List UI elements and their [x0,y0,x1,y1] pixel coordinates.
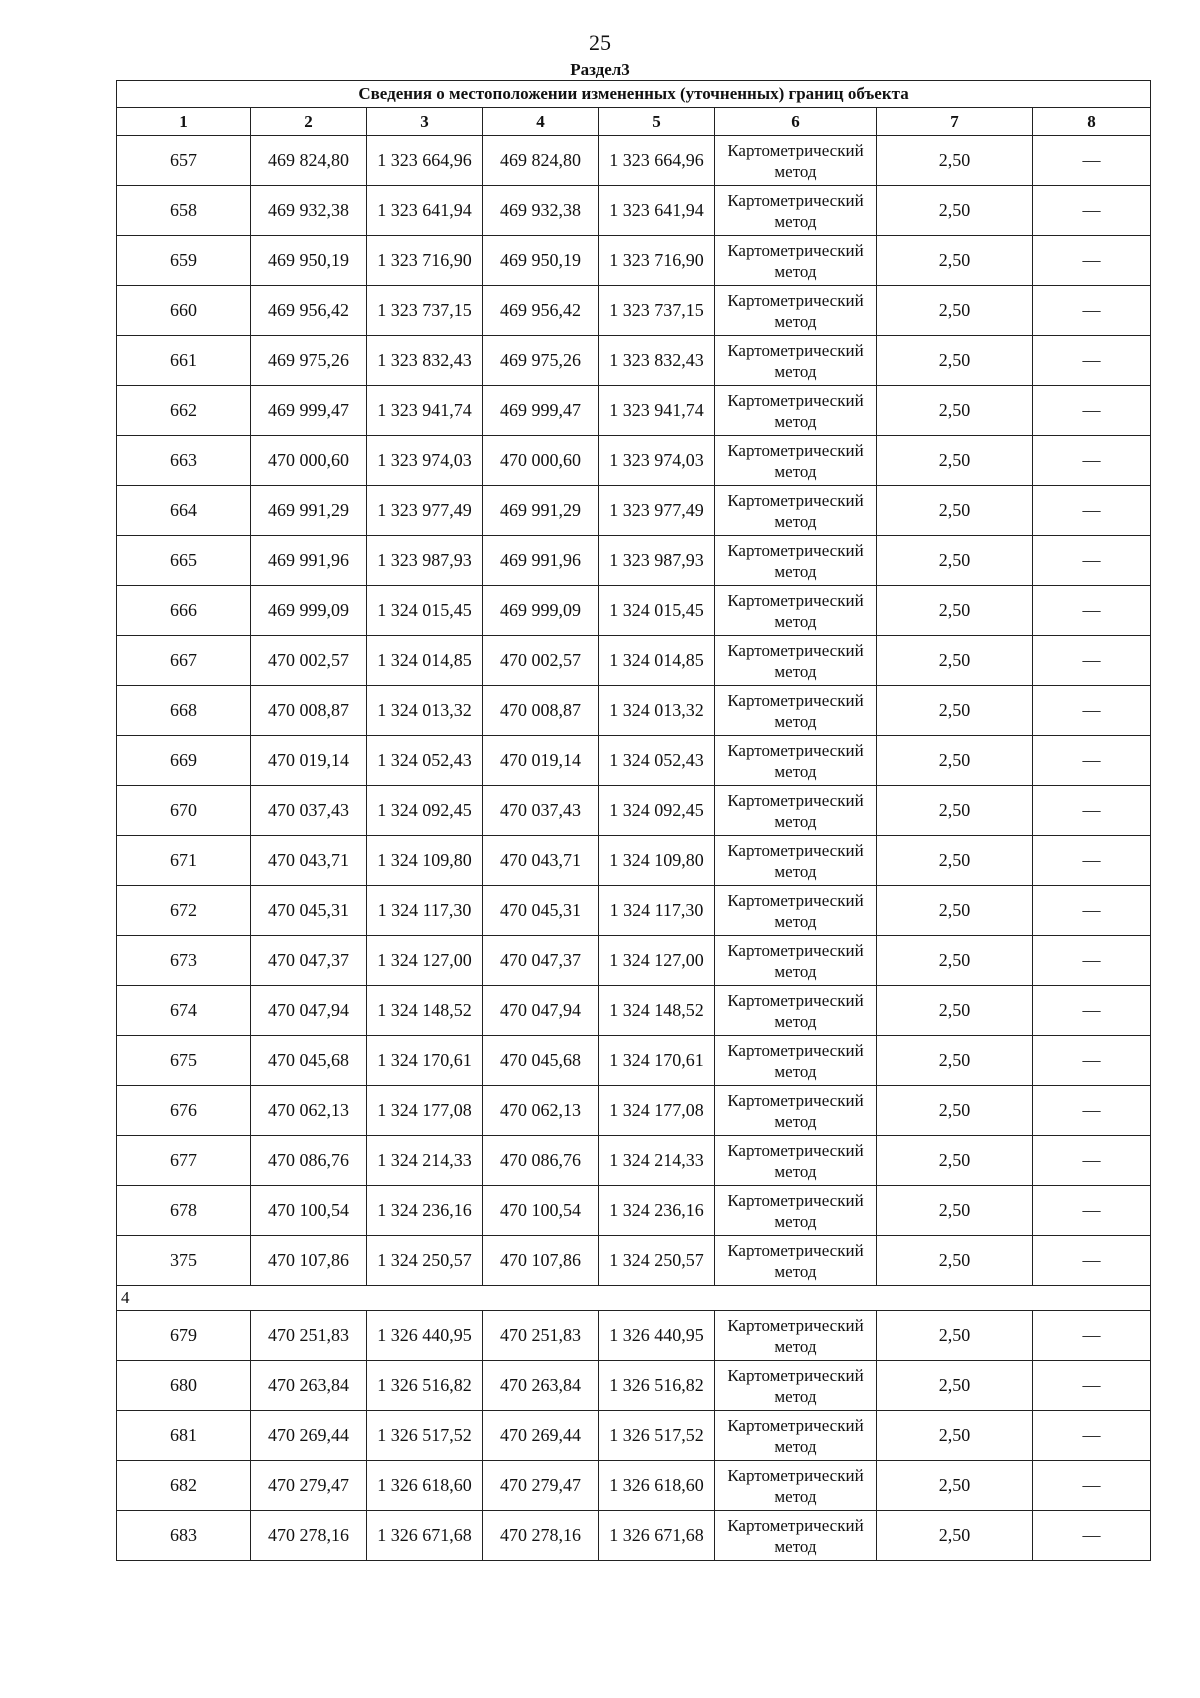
table-cell: 666 [117,586,251,636]
table-cell: 470 278,16 [483,1511,599,1561]
table-cell: 1 323 664,96 [599,136,715,186]
table-cell: 680 [117,1361,251,1411]
table-cell: Картометрический метод [715,886,877,936]
table-cell: 673 [117,936,251,986]
table-cell: 470 107,86 [483,1236,599,1286]
table-cell: 1 324 127,00 [367,936,483,986]
table-cell: 470 043,71 [483,836,599,886]
table-row [117,1136,1151,1186]
table-row [117,1311,1151,1361]
table-cell: 675 [117,1036,251,1086]
table-row [117,586,1151,636]
table-cell: 1 326 440,95 [367,1311,483,1361]
table-cell: 470 047,94 [251,986,367,1036]
table-cell: — [1033,336,1151,386]
table-cell: — [1033,236,1151,286]
table-row [117,336,1151,386]
table-cell: 1 323 737,15 [599,286,715,336]
table-cell: 1 324 109,80 [367,836,483,886]
table-cell: 470 045,68 [251,1036,367,1086]
table-cell: 1 323 987,93 [367,536,483,586]
table-row [117,836,1151,886]
table-row [117,736,1151,786]
table-cell: — [1033,786,1151,836]
table-cell: 1 323 737,15 [367,286,483,336]
column-header: 6 [715,108,877,136]
table-cell: 2,50 [877,1186,1033,1236]
boundary-coordinates-table [116,80,1151,1561]
table-cell: 2,50 [877,586,1033,636]
table-cell: 663 [117,436,251,486]
table-cell: Картометрический метод [715,236,877,286]
table-cell: 470 002,57 [251,636,367,686]
table-cell: 1 323 977,49 [599,486,715,536]
table-cell: 682 [117,1461,251,1511]
table-row [117,1511,1151,1561]
table-cell: 1 324 052,43 [367,736,483,786]
table-cell: 469 999,47 [251,386,367,436]
table-cell: Картометрический метод [715,536,877,586]
table-cell: 470 000,60 [483,436,599,486]
table-cell: 1 324 236,16 [599,1186,715,1236]
table-cell: 470 008,87 [483,686,599,736]
table-caption: Сведения о местоположении измененных (уточненных) границ объекта [117,81,1151,108]
group-row [117,1286,1151,1311]
table-cell: 470 045,31 [251,886,367,936]
table-cell: 1 324 014,85 [599,636,715,686]
table-cell: 672 [117,886,251,936]
table-cell: 1 326 516,82 [599,1361,715,1411]
table-cell: 1 324 177,08 [367,1086,483,1136]
table-cell: 1 324 250,57 [599,1236,715,1286]
table-cell: 657 [117,136,251,186]
table-cell: 470 045,31 [483,886,599,936]
table-cell: Картометрический метод [715,136,877,186]
table-cell: — [1033,586,1151,636]
table-row [117,236,1151,286]
table-cell: Картометрический метод [715,186,877,236]
table-cell: Картометрический метод [715,1136,877,1186]
table-row [117,1411,1151,1461]
table-cell: Картометрический метод [715,836,877,886]
table-cell: 469 975,26 [251,336,367,386]
table-cell: 661 [117,336,251,386]
table-cell: — [1033,1136,1151,1186]
column-header: 2 [251,108,367,136]
table-cell: — [1033,836,1151,886]
table-cell: 469 956,42 [251,286,367,336]
table-cell: 2,50 [877,1136,1033,1186]
column-header: 5 [599,108,715,136]
table-cell: 375 [117,1236,251,1286]
table-cell: Картометрический метод [715,1086,877,1136]
table-cell: 469 950,19 [483,236,599,286]
table-cell: 660 [117,286,251,336]
table-cell: 2,50 [877,236,1033,286]
table-cell: — [1033,1511,1151,1561]
table-cell: 1 326 618,60 [599,1461,715,1511]
table-cell: 683 [117,1511,251,1561]
table-cell: 470 263,84 [251,1361,367,1411]
table-cell: 470 043,71 [251,836,367,886]
table-cell: 668 [117,686,251,736]
table-cell: 470 047,94 [483,986,599,1036]
table-cell: 1 326 618,60 [367,1461,483,1511]
table-cell: — [1033,1186,1151,1236]
table-cell: 2,50 [877,486,1033,536]
table-cell: 1 323 941,74 [599,386,715,436]
column-header: 8 [1033,108,1151,136]
table-cell: 2,50 [877,286,1033,336]
column-header: 7 [877,108,1033,136]
table-cell: Картометрический метод [715,336,877,386]
table-cell: 658 [117,186,251,236]
table-cell: 470 045,68 [483,1036,599,1086]
table-cell: 469 991,29 [251,486,367,536]
table-cell: 676 [117,1086,251,1136]
table-cell: 2,50 [877,836,1033,886]
table-cell: 678 [117,1186,251,1236]
table-body [117,136,1151,1561]
table-cell: — [1033,736,1151,786]
table-row [117,386,1151,436]
table-row [117,186,1151,236]
table-row [117,1236,1151,1286]
table-row [117,786,1151,836]
table-cell: 1 324 236,16 [367,1186,483,1236]
table-cell: 1 324 109,80 [599,836,715,886]
table-cell: 1 324 170,61 [367,1036,483,1086]
section-title: Раздел3 [570,60,630,79]
table-cell: — [1033,286,1151,336]
table-cell: — [1033,686,1151,736]
column-header: 4 [483,108,599,136]
table-cell: — [1033,1236,1151,1286]
table-cell: Картометрический метод [715,1236,877,1286]
table-cell: 469 991,96 [483,536,599,586]
table-cell: Картометрический метод [715,586,877,636]
table-cell: 469 956,42 [483,286,599,336]
table-row [117,686,1151,736]
table-cell: 1 324 092,45 [367,786,483,836]
table-cell: — [1033,186,1151,236]
table-cell: 1 323 716,90 [367,236,483,286]
table-row [117,436,1151,486]
table-cell: — [1033,136,1151,186]
table-cell: 469 932,38 [483,186,599,236]
table-cell: — [1033,386,1151,436]
table-cell: 470 037,43 [251,786,367,836]
table-cell: 469 824,80 [251,136,367,186]
table-cell: 469 999,09 [251,586,367,636]
table-cell: 2,50 [877,686,1033,736]
table-cell: 667 [117,636,251,686]
table-cell: 1 323 641,94 [599,186,715,236]
table-cell: 470 269,44 [483,1411,599,1461]
table-cell: 470 062,13 [251,1086,367,1136]
table-cell: Картометрический метод [715,986,877,1036]
table-cell: 2,50 [877,386,1033,436]
table-cell: 469 950,19 [251,236,367,286]
table-cell: 2,50 [877,886,1033,936]
table-cell: 1 326 516,82 [367,1361,483,1411]
table-cell: 470 086,76 [483,1136,599,1186]
table-cell: 669 [117,736,251,786]
table-cell: 470 037,43 [483,786,599,836]
table-row [117,936,1151,986]
table-cell: 1 324 015,45 [367,586,483,636]
table-cell: 2,50 [877,1236,1033,1286]
table-cell: 470 086,76 [251,1136,367,1186]
table-cell: — [1033,1461,1151,1511]
table-cell: 469 824,80 [483,136,599,186]
table-cell: 2,50 [877,186,1033,236]
table-cell: — [1033,536,1151,586]
table-cell: 1 326 671,68 [599,1511,715,1561]
table-cell: 1 323 974,03 [367,436,483,486]
table-cell: 470 278,16 [251,1511,367,1561]
table-cell: 1 324 117,30 [367,886,483,936]
table-cell: 2,50 [877,1036,1033,1086]
table-cell: 1 326 440,95 [599,1311,715,1361]
table-cell: 2,50 [877,1411,1033,1461]
table-cell: — [1033,886,1151,936]
table-row [117,536,1151,586]
table-cell: 1 324 013,32 [599,686,715,736]
table-cell: Картометрический метод [715,1036,877,1086]
table-row [117,1361,1151,1411]
table-cell: 1 323 977,49 [367,486,483,536]
table-cell: 2,50 [877,436,1033,486]
table-cell: 2,50 [877,986,1033,1036]
table-cell: 469 991,96 [251,536,367,586]
table-cell: 470 107,86 [251,1236,367,1286]
table-caption-row [117,81,1151,108]
column-header: 3 [367,108,483,136]
table-cell: 469 999,09 [483,586,599,636]
table-cell: 1 324 013,32 [367,686,483,736]
table-cell: 1 324 127,00 [599,936,715,986]
table-row [117,286,1151,336]
group-label: 4 [117,1286,1151,1311]
table-cell: 1 324 117,30 [599,886,715,936]
table-cell: 1 324 014,85 [367,636,483,686]
table-cell: — [1033,436,1151,486]
table-cell: 470 000,60 [251,436,367,486]
table-cell: 1 323 664,96 [367,136,483,186]
table-cell: 2,50 [877,1311,1033,1361]
table-cell: 677 [117,1136,251,1186]
table-cell: — [1033,1086,1151,1136]
table-cell: 470 279,47 [251,1461,367,1511]
table-cell: 469 991,29 [483,486,599,536]
table-cell: 665 [117,536,251,586]
table-cell: Картометрический метод [715,1511,877,1561]
table-cell: 470 269,44 [251,1411,367,1461]
table-cell: — [1033,1361,1151,1411]
table-cell: 1 323 941,74 [367,386,483,436]
table-cell: 469 975,26 [483,336,599,386]
table-cell: 470 047,37 [251,936,367,986]
table-cell: Картометрический метод [715,286,877,336]
table-cell: 2,50 [877,136,1033,186]
table-cell: 469 999,47 [483,386,599,436]
table-cell: 681 [117,1411,251,1461]
table-cell: 470 251,83 [483,1311,599,1361]
table-cell: — [1033,936,1151,986]
table-row [117,886,1151,936]
table-cell: Картометрический метод [715,1461,877,1511]
table-cell: 1 323 987,93 [599,536,715,586]
table-cell: 470 100,54 [483,1186,599,1236]
table-row [117,136,1151,186]
table-cell: 1 324 148,52 [599,986,715,1036]
table-row [117,1461,1151,1511]
table-cell: 2,50 [877,1461,1033,1511]
table-cell: 470 251,83 [251,1311,367,1361]
table-cell: Картометрический метод [715,1361,877,1411]
table-cell: 1 326 517,52 [367,1411,483,1461]
table-cell: 671 [117,836,251,886]
table-cell: 662 [117,386,251,436]
table-cell: Картометрический метод [715,1311,877,1361]
table-cell: 470 062,13 [483,1086,599,1136]
table-cell: 664 [117,486,251,536]
table-cell: — [1033,986,1151,1036]
table-cell: 1 324 148,52 [367,986,483,1036]
table-cell: 1 324 052,43 [599,736,715,786]
table-cell: Картометрический метод [715,786,877,836]
column-header-row [117,108,1151,136]
page-number: 25 [589,30,611,55]
table-cell: 2,50 [877,336,1033,386]
table-cell: 1 326 517,52 [599,1411,715,1461]
table-cell: Картометрический метод [715,936,877,986]
table-cell: — [1033,486,1151,536]
table-cell: 470 019,14 [251,736,367,786]
table-cell: 2,50 [877,786,1033,836]
table-cell: 1 323 641,94 [367,186,483,236]
table-cell: Картометрический метод [715,1186,877,1236]
table-cell: 1 323 974,03 [599,436,715,486]
table-cell: 674 [117,986,251,1036]
table-cell: — [1033,1036,1151,1086]
table-cell: 1 323 832,43 [367,336,483,386]
table-cell: 1 324 177,08 [599,1086,715,1136]
table-cell: 679 [117,1311,251,1361]
table-cell: 1 324 214,33 [599,1136,715,1186]
table-cell: 659 [117,236,251,286]
table-cell: 470 002,57 [483,636,599,686]
table-cell: 2,50 [877,1361,1033,1411]
table-cell: 470 019,14 [483,736,599,786]
table-row [117,986,1151,1036]
table-cell: 2,50 [877,1086,1033,1136]
table-cell: 469 932,38 [251,186,367,236]
table-cell: 470 263,84 [483,1361,599,1411]
table-cell: Картометрический метод [715,736,877,786]
table-cell: 2,50 [877,1511,1033,1561]
column-header: 1 [117,108,251,136]
table-row [117,1036,1151,1086]
table-cell: — [1033,1411,1151,1461]
table-cell: 1 324 092,45 [599,786,715,836]
table-cell: 470 100,54 [251,1186,367,1236]
table-cell: 2,50 [877,736,1033,786]
table-cell: 1 324 214,33 [367,1136,483,1186]
table-cell: 1 323 716,90 [599,236,715,286]
table-cell: 2,50 [877,936,1033,986]
table-cell: — [1033,636,1151,686]
table-cell: 1 324 250,57 [367,1236,483,1286]
table-cell: Картометрический метод [715,486,877,536]
table-cell: 670 [117,786,251,836]
table-cell: 2,50 [877,636,1033,686]
table-cell: 470 047,37 [483,936,599,986]
table-cell: Картометрический метод [715,636,877,686]
table-row [117,1086,1151,1136]
table-cell: 2,50 [877,536,1033,586]
table-cell: 470 008,87 [251,686,367,736]
table-cell: Картометрический метод [715,436,877,486]
table-cell: 1 324 015,45 [599,586,715,636]
table-row [117,1186,1151,1236]
table-row [117,636,1151,686]
table-cell: 1 324 170,61 [599,1036,715,1086]
table-cell: 1 323 832,43 [599,336,715,386]
table-cell: 470 279,47 [483,1461,599,1511]
table-cell: — [1033,1311,1151,1361]
table-cell: Картометрический метод [715,386,877,436]
table-row [117,486,1151,536]
table-cell: 1 326 671,68 [367,1511,483,1561]
table-cell: Картометрический метод [715,1411,877,1461]
table-cell: Картометрический метод [715,686,877,736]
